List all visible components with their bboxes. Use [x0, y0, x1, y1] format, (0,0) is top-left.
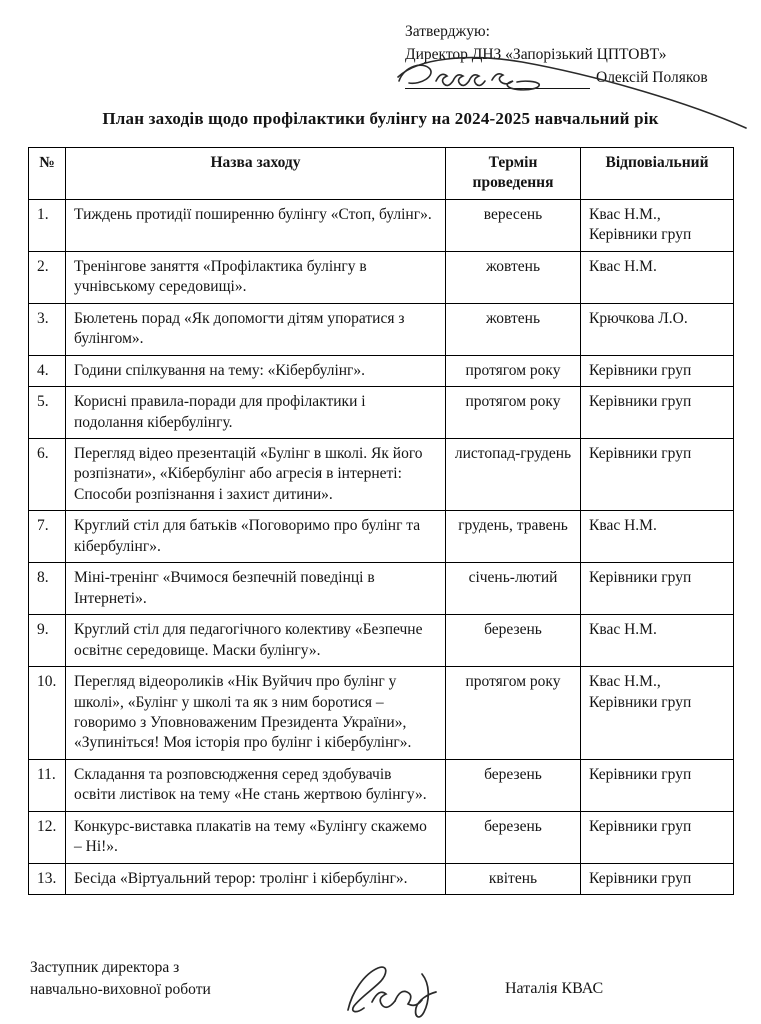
cell-responsible: Керівники груп [581, 355, 734, 386]
cell-term: березень [446, 811, 581, 863]
cell-number: 7. [29, 511, 66, 563]
cell-term: вересень [446, 199, 581, 251]
cell-responsible: Квас Н.М., Керівники груп [581, 199, 734, 251]
header-number: № [29, 148, 66, 200]
table-row [29, 667, 734, 760]
cell-term: жовтень [446, 251, 581, 303]
cell-number: 13. [29, 863, 66, 894]
cell-responsible: Квас Н.М. [581, 511, 734, 563]
cell-term: грудень, травень [446, 511, 581, 563]
table-row [29, 563, 734, 615]
cell-number: 5. [29, 387, 66, 439]
header-activity: Назва заходу [66, 148, 446, 200]
cell-activity: Міні-тренінг «Вчимося безпечній поведінці в Інтернеті». [66, 563, 446, 615]
cell-term: березень [446, 615, 581, 667]
table-row [29, 511, 734, 563]
cell-responsible: Керівники груп [581, 563, 734, 615]
header-responsible: Відповіальний [581, 148, 734, 200]
cell-number: 8. [29, 563, 66, 615]
cell-activity: Перегляд відео презентацій «Булінг в школі. Як його розпізнати», «Кібербулінг або агресія в інтернеті: Способи розпізнання і захист дитини». [66, 438, 446, 510]
cell-term: січень-лютий [446, 563, 581, 615]
cell-term: квітень [446, 863, 581, 894]
table-row [29, 811, 734, 863]
cell-activity: Перегляд відеороликів «Нік Вуйчич про булінг у школі», «Булінг у школі та як з ним боротися – говоримо з Уповноваженим Президента України», «Зупиніться! Моя історія про булінг і кібербулінг». [66, 667, 446, 760]
cell-activity: Тиждень протидії поширенню булінгу «Стоп, булінг». [66, 199, 446, 251]
table-row [29, 251, 734, 303]
cell-activity: Тренінгове заняття «Профілактика булінгу в учнівському середовищі». [66, 251, 446, 303]
cell-term: жовтень [446, 303, 581, 355]
cell-term: протягом року [446, 387, 581, 439]
table-row [29, 387, 734, 439]
cell-number: 12. [29, 811, 66, 863]
table-row [29, 438, 734, 510]
cell-term: листопад-грудень [446, 438, 581, 510]
signoff-block [30, 957, 211, 1001]
table-row [29, 355, 734, 386]
signature-line [405, 71, 590, 89]
page-title: План заходів щодо профілактики булінгу на 2024-2025 навчальний рік [102, 109, 659, 128]
cell-number: 11. [29, 759, 66, 811]
cell-activity: Круглий стіл для педагогічного колективу «Безпечне освітнє середовище. Маски булінгу». [66, 615, 446, 667]
cell-term: протягом року [446, 355, 581, 386]
cell-activity: Бюлетень порад «Як допомогти дітям упоратися з булінгом». [66, 303, 446, 355]
cell-responsible: Квас Н.М. [581, 615, 734, 667]
cell-number: 2. [29, 251, 66, 303]
approval-signature-row [405, 66, 708, 89]
cell-responsible: Керівники груп [581, 863, 734, 894]
cell-number: 1. [29, 199, 66, 251]
cell-activity: Конкурс-виставка плакатів на тему «Булінгу скажемо – Ні!». [66, 811, 446, 863]
table-row [29, 615, 734, 667]
plan-table [28, 147, 734, 895]
cell-term: протягом року [446, 667, 581, 760]
cell-responsible: Крючкова Л.О. [581, 303, 734, 355]
table-row [29, 199, 734, 251]
cell-activity: Години спілкування на тему: «Кібербулінг». [66, 355, 446, 386]
cell-number: 9. [29, 615, 66, 667]
cell-activity: Складання та розповсюдження серед здобувачів освіти листівок на тему «Не стань жертвою булінгу». [66, 759, 446, 811]
cell-responsible: Керівники груп [581, 811, 734, 863]
table-header-row [29, 148, 734, 200]
approver-name: Олексій Поляков [596, 69, 708, 86]
cell-responsible: Керівники груп [581, 387, 734, 439]
deputy-signature-icon [338, 948, 468, 1024]
signoff-position-line-2: навчально-виховної роботи [30, 981, 211, 998]
cell-number: 3. [29, 303, 66, 355]
cell-activity: Круглий стіл для батьків «Поговоримо про булінг та кібербулінг». [66, 511, 446, 563]
cell-number: 6. [29, 438, 66, 510]
cell-responsible: Квас Н.М., Керівники груп [581, 667, 734, 760]
signoff-position-line-1: Заступник директора з [30, 959, 180, 976]
cell-activity: Корисні правила-поради для профілактики і подолання кібербулінгу. [66, 387, 446, 439]
table-row [29, 303, 734, 355]
table-row [29, 759, 734, 811]
table-row [29, 863, 734, 894]
approval-line-1: Затверджую: [405, 23, 490, 40]
header-term: Термін проведення [446, 148, 581, 200]
cell-number: 10. [29, 667, 66, 760]
approval-line-2: Директор ДНЗ «Запорізький ЦПТОВТ» [405, 46, 667, 63]
cell-responsible: Керівники груп [581, 438, 734, 510]
cell-term: березень [446, 759, 581, 811]
cell-activity: Бесіда «Віртуальний терор: тролінг і кібербулінг». [66, 863, 446, 894]
cell-responsible: Керівники груп [581, 759, 734, 811]
signoff-name: Наталія КВАС [505, 980, 604, 997]
cell-responsible: Квас Н.М. [581, 251, 734, 303]
approval-block [405, 20, 708, 89]
cell-number: 4. [29, 355, 66, 386]
